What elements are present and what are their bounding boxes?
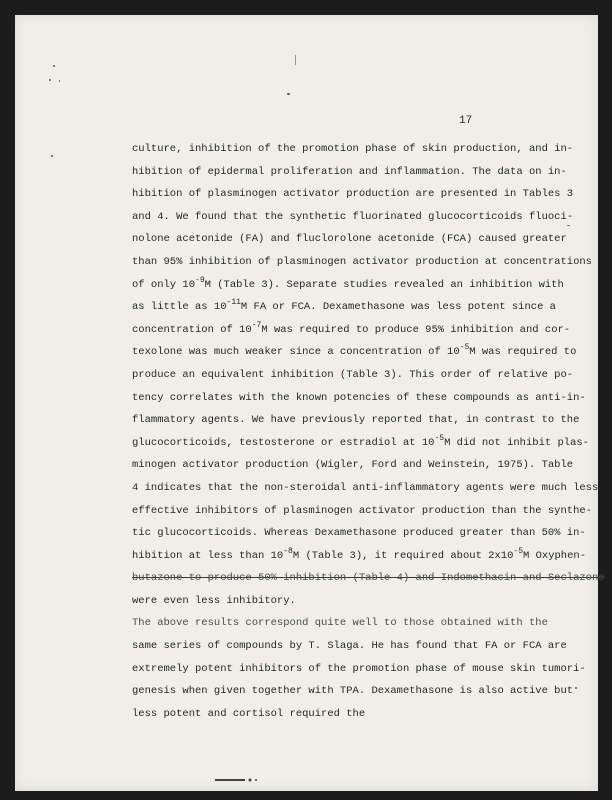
body-text xyxy=(132,142,605,729)
text-segment: same series of compounds by T. Slaga. He has found that FA or FCA are xyxy=(132,640,567,653)
text-line xyxy=(132,433,589,459)
text-line xyxy=(132,639,572,662)
text-segment: M FA or FCA. Dexamethasone was less potent since a xyxy=(240,301,556,314)
text-segment: produce an equivalent inhibition (Table 3). This order of relative po- xyxy=(132,368,574,381)
scan-speck xyxy=(575,687,577,689)
text-segment: minogen activator production (Wigler, Ford and Weinstein, 1975). Table xyxy=(132,459,574,472)
text-segment: M was required to xyxy=(469,346,577,359)
text-line xyxy=(132,255,592,278)
exponent: -11 xyxy=(226,298,241,308)
text-segment: extremely potent inhibitors of the promotion phase of mouse skin tumori- xyxy=(132,662,586,675)
text-segment: M Oxyphen- xyxy=(523,549,587,562)
text-segment: were even less inhibitory. xyxy=(132,594,296,607)
text-line xyxy=(132,481,599,504)
scan-speck xyxy=(287,93,290,95)
text-line xyxy=(132,300,572,323)
page-number: 17 xyxy=(459,115,473,127)
text-line xyxy=(132,142,572,165)
text-line xyxy=(132,684,572,707)
text-segment: culture, inhibition of the promotion phase of skin production, and in- xyxy=(132,143,574,155)
text-line xyxy=(132,594,572,617)
scan-speck xyxy=(49,79,51,81)
text-line xyxy=(132,504,592,527)
text-line xyxy=(132,707,572,730)
text-line xyxy=(132,232,572,255)
text-line xyxy=(132,458,572,481)
text-segment: 4 indicates that the non-steroidal anti-inflammatory agents were much less xyxy=(132,481,599,494)
text-segment: M was required to produce 95% inhibition and cor- xyxy=(261,323,571,336)
text-line xyxy=(132,320,572,346)
text-segment: tency correlates with the known potencies of these compounds as anti-in- xyxy=(132,391,586,404)
scan-speck xyxy=(53,65,55,67)
text-line xyxy=(132,343,577,368)
text-segment: hibition of plasminogen activator production are presented in Tables 3 xyxy=(132,188,574,201)
text-line xyxy=(132,616,572,639)
text-segment: M did not inhibit plas- xyxy=(444,436,589,449)
exponent: -5 xyxy=(459,343,470,353)
text-line xyxy=(132,210,572,233)
scan-speck xyxy=(51,155,53,157)
exponent: -8 xyxy=(283,546,293,556)
text-line xyxy=(132,526,586,549)
text-segment: M (Table 3), it required about 2x10 xyxy=(292,549,514,562)
text-segment: hibition of epidermal proliferation and inflammation. The data on in- xyxy=(132,165,567,178)
exponent: -5 xyxy=(434,433,445,443)
text-segment: glucocorticoids, testosterone or estradiol at 10 xyxy=(132,436,435,449)
text-segment: flammatory agents. We have previously reported that, in contrast to the xyxy=(132,414,580,427)
text-segment: effective inhibitors of plasminogen activator production than the synthe- xyxy=(132,504,592,517)
text-segment: than 95% inhibition of plasminogen activator production at concentrations xyxy=(132,255,592,268)
text-segment: hibition at less than 10 xyxy=(132,549,284,562)
exponent: -7 xyxy=(251,320,262,330)
text-segment: texolone was much weaker since a concentration of 10 xyxy=(132,346,460,359)
text-line xyxy=(132,571,605,594)
text-line xyxy=(132,187,572,210)
text-segment: less potent and cortisol required the xyxy=(132,707,366,720)
text-segment: concentration of 10 xyxy=(132,323,252,336)
exponent: -5 xyxy=(513,546,523,556)
text-segment: M (Table 3). Separate studies revealed an inhibition with xyxy=(204,278,564,291)
text-segment: butazone to produce 50% inhibition (Table 4) and Indomethacin and Seclazone xyxy=(132,572,605,585)
scan-speck xyxy=(59,80,60,82)
scan-speck xyxy=(295,55,296,65)
text-segment: of only 10 xyxy=(132,278,196,291)
text-segment: genesis when given together with TPA. Dexamethasone is also active but xyxy=(132,685,574,698)
text-line xyxy=(132,413,580,436)
document-page xyxy=(15,15,605,791)
text-line xyxy=(132,391,586,414)
text-segment: The above results correspond quite well to those obtained with the xyxy=(132,617,548,630)
text-segment: tic glucocorticoids. Whereas Dexamethasone produced greater than 50% in- xyxy=(132,527,586,540)
text-line xyxy=(132,546,587,572)
ink-mark xyxy=(215,777,259,783)
text-segment: as little as 10 xyxy=(132,301,227,314)
text-line xyxy=(132,275,572,301)
text-line xyxy=(132,662,586,685)
text-line xyxy=(132,368,572,391)
exponent: -9 xyxy=(195,275,205,285)
scan-speck xyxy=(567,225,570,226)
text-segment: and 4. We found that the synthetic fluorinated glucocorticoids fluoci- xyxy=(132,210,574,223)
text-segment: nolone acetonide (FA) and fluclorolone acetonide (FCA) caused greater xyxy=(132,233,567,246)
text-line xyxy=(132,165,572,188)
